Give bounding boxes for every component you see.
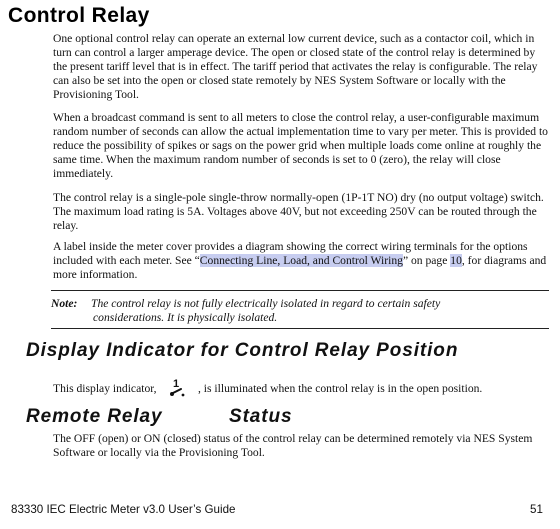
section-heading-display-indicator: Display Indicator for Control Relay Position (26, 340, 459, 361)
wiring-section-link[interactable]: Connecting Line, Load, and Control Wiring (199, 254, 403, 267)
paragraph-remote-status: The OFF (open) or ON (closed) status of the control relay can be determined remotely via NES System Software or locally via the Provisioning Tool. (53, 432, 533, 459)
display-indicator-text-after: , is illuminated when the control relay is in the open position. (198, 382, 483, 395)
note-label: Note: (51, 297, 78, 310)
note-bottom-divider (51, 328, 549, 329)
section-heading-remote-relay: Remote Relay (26, 406, 163, 427)
display-indicator-text-before: This display indicator, (53, 382, 157, 395)
note-block (51, 297, 551, 325)
note-top-divider (51, 290, 549, 291)
relay-open-indicator-icon (166, 377, 188, 399)
wiring-text-after: , for diagrams and more information. (53, 254, 547, 281)
paragraph-relay-rating: The control relay is a single-pole single-throw normally-open (1P-1T NO) dry (no output voltage) switch. The maximum load rating is 5A. Voltages above 40V, but not exceeding 250V can be routed through the relay. (53, 191, 544, 232)
footer-page-number: 51 (530, 503, 543, 516)
paragraph-broadcast-command: When a broadcast command is sent to all meters to close the control relay, a user-configurable maximum random number of seconds can allow the actual implementation time to vary per meter. This is provided to reduce the possibility of spikes or sags on the power grid when multiple loads come online at roughly the same time. When the maximum random number of seconds is set to 0 (zero), the relay will close immediately. (53, 111, 548, 180)
wiring-page-link[interactable]: 10 (450, 254, 462, 267)
indicator-digit-label: 1 (173, 378, 180, 390)
note-line-2: considerations. It is physically isolated. (93, 311, 278, 324)
footer-title: 83330 IEC Electric Meter v3.0 User’s Guide (11, 503, 236, 516)
wiring-text-middle: ” on page (402, 254, 451, 267)
section-heading-control-relay: Control Relay (8, 4, 150, 27)
section-heading-status: Status (229, 406, 293, 427)
paragraph-control-relay-intro: One optional control relay can operate an external low current device, such as a contactor coil, which in turn can control a larger amperage device. The open or closed state of the control relay is determined by the present tariff level that is in effect. The tariff period that activates the relay is configurable. The relay can also be set into the open or closed state remotely by NES System Software or locally with the Provisioning Tool. (53, 32, 538, 101)
paragraph-wiring-label (53, 240, 548, 282)
note-line-1: The control relay is not fully electrically isolated in regard to certain safety (91, 297, 441, 310)
wiring-text-before: A label inside the meter cover provides a diagram showing the correct wiring terminals for the options included with each meter. See “ (53, 240, 528, 267)
